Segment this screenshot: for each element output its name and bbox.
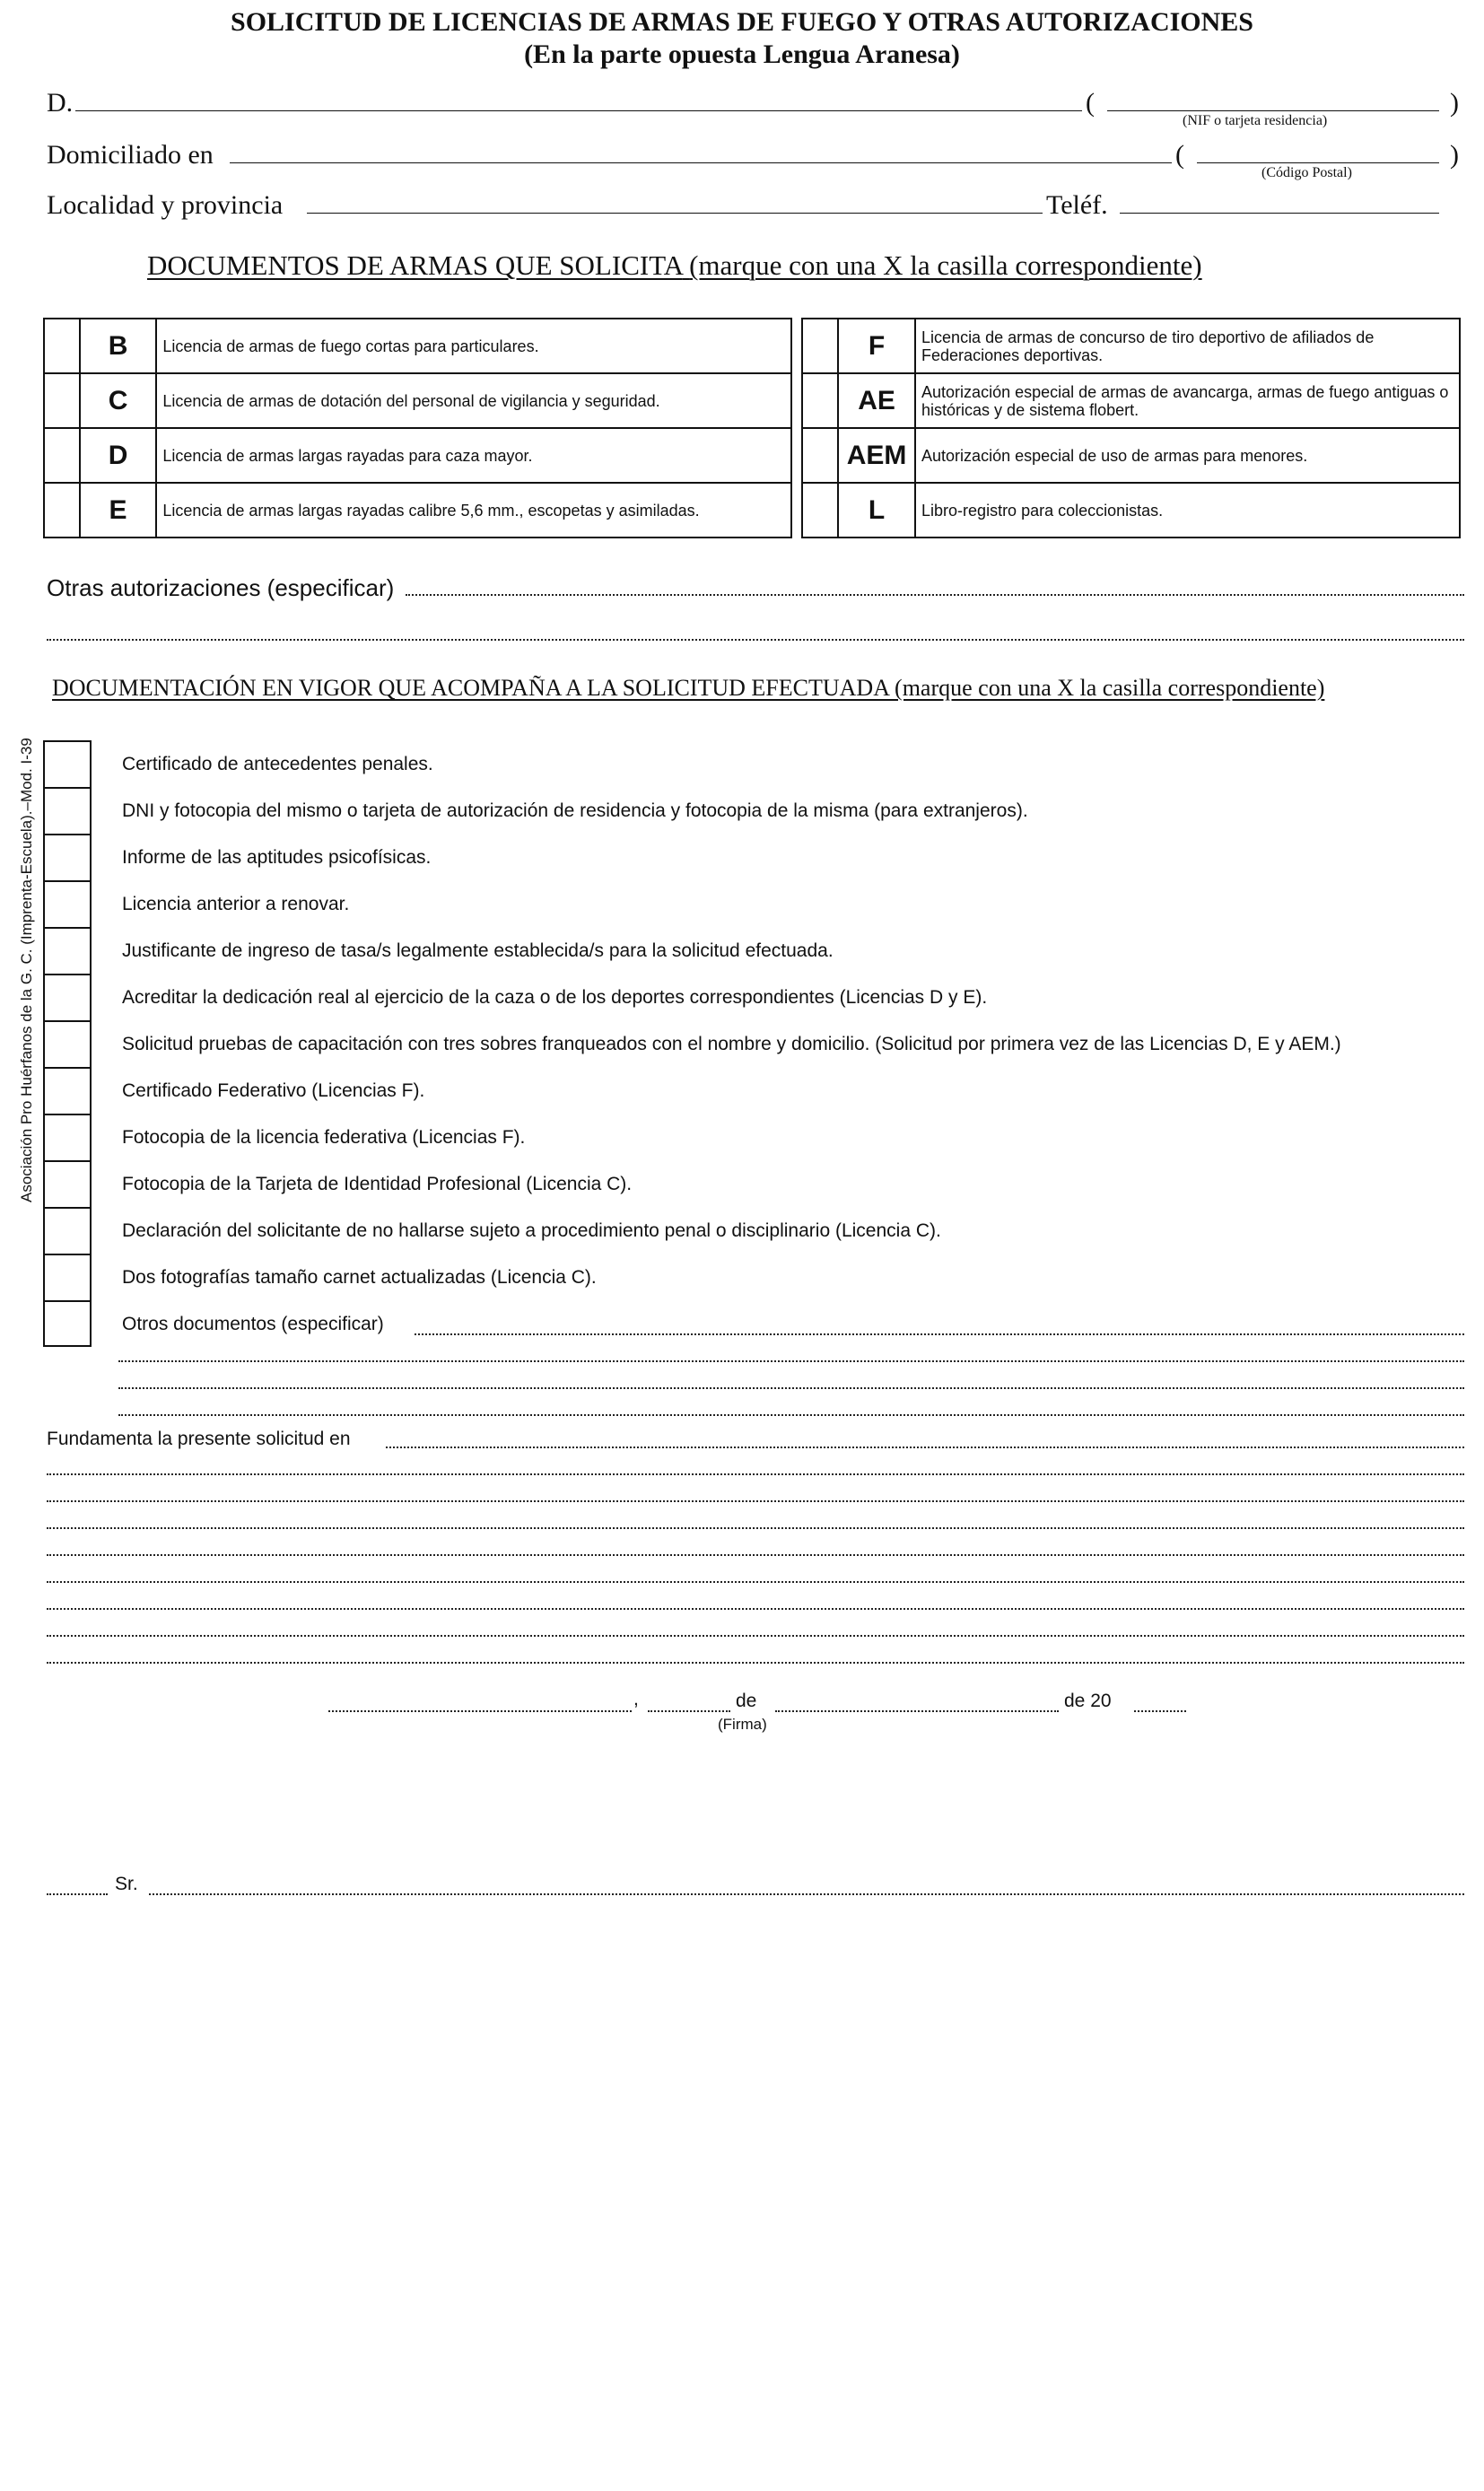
license-code: AE [838,373,915,428]
name-field-line[interactable] [75,110,1082,111]
license-row [44,483,1460,538]
place-line[interactable] [328,1710,632,1712]
other-documents-line-2[interactable] [118,1360,1464,1362]
doc-item: DNI y fotocopia del mismo o tarjeta de autorización de residencia y fotocopia de la misma (para extranjeros). [122,800,1028,821]
signature-comma: , [633,1689,639,1709]
doc-item: Justificante de ingreso de tasa/s legalmente establecida/s para la solicitud efectuada. [122,940,834,961]
documents-checkbox-column [43,740,92,1347]
license-code: B [80,319,157,373]
month-line[interactable] [775,1710,1059,1712]
nif-field-line[interactable] [1107,110,1439,111]
checkbox-license-aem[interactable] [802,428,838,483]
postal-close-paren: ) [1450,140,1459,170]
other-authorizations-line-1[interactable] [406,594,1464,596]
other-documents-line-3[interactable] [118,1387,1464,1389]
licenses-table [43,318,1461,538]
year-line[interactable] [1134,1710,1186,1712]
doc-item: Solicitud pruebas de capacitación con tres sobres franqueados con el nombre y domicilio. (Solicitud por primera vez de las Licencias D, E y AEM.) [122,1034,1341,1054]
footer-sr-label: Sr. [115,1874,138,1894]
address-field-line[interactable] [230,162,1172,163]
other-documents-line-4[interactable] [118,1414,1464,1416]
checkbox-doc-1[interactable] [43,740,92,787]
license-code: AEM [838,428,915,483]
table-gap [791,319,802,373]
license-desc: Autorización especial de uso de armas para menores. [915,428,1460,483]
checkbox-doc-10[interactable] [43,1160,92,1207]
license-code: D [80,428,157,483]
checkbox-doc-13[interactable] [43,1300,92,1347]
license-desc: Licencia de armas de dotación del personal de vigilancia y seguridad. [156,373,791,428]
license-code: L [838,483,915,538]
grounds-line-1[interactable] [386,1447,1464,1448]
doc-item: Certificado de antecedentes penales. [122,754,433,774]
phone-label: Teléf. [1046,190,1108,220]
grounds-line-3[interactable] [47,1500,1464,1502]
grounds-line-5[interactable] [47,1554,1464,1556]
checkbox-license-f[interactable] [802,319,838,373]
doc-item: Licencia anterior a renovar. [122,894,350,914]
checkbox-doc-11[interactable] [43,1207,92,1254]
table-gap [791,428,802,483]
checkbox-license-b[interactable] [44,319,80,373]
doc-item: Otros documentos (especificar) [122,1314,384,1334]
grounds-line-4[interactable] [47,1527,1464,1529]
checkbox-doc-3[interactable] [43,834,92,880]
checkbox-doc-9[interactable] [43,1114,92,1160]
locality-field-line[interactable] [307,213,1043,214]
license-desc: Licencia de armas largas rayadas para caza mayor. [156,428,791,483]
doc-item: Dos fotografías tamaño carnet actualizadas (Licencia C). [122,1267,597,1288]
other-authorizations-line-2[interactable] [47,639,1464,641]
grounds-line-6[interactable] [47,1581,1464,1583]
locality-label: Localidad y provincia [47,190,284,220]
phone-field-line[interactable] [1120,213,1439,214]
checkbox-doc-2[interactable] [43,787,92,834]
checkbox-doc-12[interactable] [43,1254,92,1300]
checkbox-license-c[interactable] [44,373,80,428]
checkbox-doc-8[interactable] [43,1067,92,1114]
license-row [44,428,1460,483]
documents-heading: DOCUMENTACIÓN EN VIGOR QUE ACOMPAÑA A LA SOLICITUD EFECTUADA (marque con una X la casilla correspondiente) [52,675,1325,701]
checkbox-license-d[interactable] [44,428,80,483]
license-desc: Licencia de armas largas rayadas calibre 5,6 mm., escopetas y asimiladas. [156,483,791,538]
postal-hint: (Código Postal) [1261,165,1352,180]
doc-item: Informe de las aptitudes psicofísicas. [122,847,432,868]
grounds-line-9[interactable] [47,1662,1464,1664]
license-desc: Licencia de armas de concurso de tiro deportivo de afiliados de Federaciones deportivas. [915,319,1460,373]
license-desc: Libro-registro para coleccionistas. [915,483,1460,538]
grounds-line-8[interactable] [47,1635,1464,1637]
doc-item: Certificado Federativo (Licencias F). [122,1080,425,1101]
other-authorizations-label: Otras autorizaciones (especificar) [47,574,395,601]
footer-prefix-line[interactable] [47,1893,108,1895]
license-code: C [80,373,157,428]
license-desc: Licencia de armas de fuego cortas para particulares. [156,319,791,373]
checkbox-license-l[interactable] [802,483,838,538]
checkbox-doc-4[interactable] [43,880,92,927]
doc-item: Declaración del solicitante de no hallarse sujeto a procedimiento penal o disciplinario (Licencia C). [122,1220,941,1241]
grounds-label: Fundamenta la presente solicitud en [47,1429,351,1449]
license-row [44,373,1460,428]
postal-open-paren: ( [1175,140,1184,170]
doc-item: Acreditar la dedicación real al ejercicio de la caza o de los deportes correspondientes (Licencias D y E). [122,987,988,1008]
address-label: Domiciliado en [47,140,214,170]
doc-item: Fotocopia de la Tarjeta de Identidad Profesional (Licencia C). [122,1174,633,1194]
footer-sr-line[interactable] [149,1893,1464,1895]
checkbox-doc-7[interactable] [43,1020,92,1067]
license-code: E [80,483,157,538]
nif-close-paren: ) [1450,88,1459,118]
d-label: D. [47,88,74,118]
licenses-heading: DOCUMENTOS DE ARMAS QUE SOLICITA (marque con una X la casilla correspondiente) [147,249,1202,281]
signature-firma: (Firma) [718,1716,767,1733]
checkbox-license-ae[interactable] [802,373,838,428]
table-gap [791,373,802,428]
doc-item: Fotocopia de la licencia federativa (Licencias F). [122,1127,526,1148]
day-line[interactable] [648,1710,730,1712]
table-gap [791,483,802,538]
form-title: SOLICITUD DE LICENCIAS DE ARMAS DE FUEGO Y OTRAS AUTORIZACIONES [231,7,1253,37]
nif-hint: (NIF o tarjeta residencia) [1183,113,1328,128]
form-subtitle: (En la parte opuesta Lengua Aranesa) [524,39,960,69]
license-row [44,319,1460,373]
printer-side-note: Asociación Pro Huérfanos de la G. C. (Imprenta-Escuela).–Mod. I-39 [18,738,35,1202]
license-code: F [838,319,915,373]
postal-field-line[interactable] [1197,162,1439,163]
checkbox-license-e[interactable] [44,483,80,538]
other-documents-line-1[interactable] [415,1333,1464,1335]
checkbox-doc-6[interactable] [43,974,92,1020]
nif-open-paren: ( [1086,88,1095,118]
checkbox-doc-5[interactable] [43,927,92,974]
grounds-line-2[interactable] [47,1473,1464,1475]
license-desc: Autorización especial de armas de avancarga, armas de fuego antiguas o históricas y de sistema flobert. [915,373,1460,428]
grounds-line-7[interactable] [47,1608,1464,1610]
signature-de-1: de [736,1691,757,1711]
signature-de-2: de 20 [1064,1691,1112,1711]
